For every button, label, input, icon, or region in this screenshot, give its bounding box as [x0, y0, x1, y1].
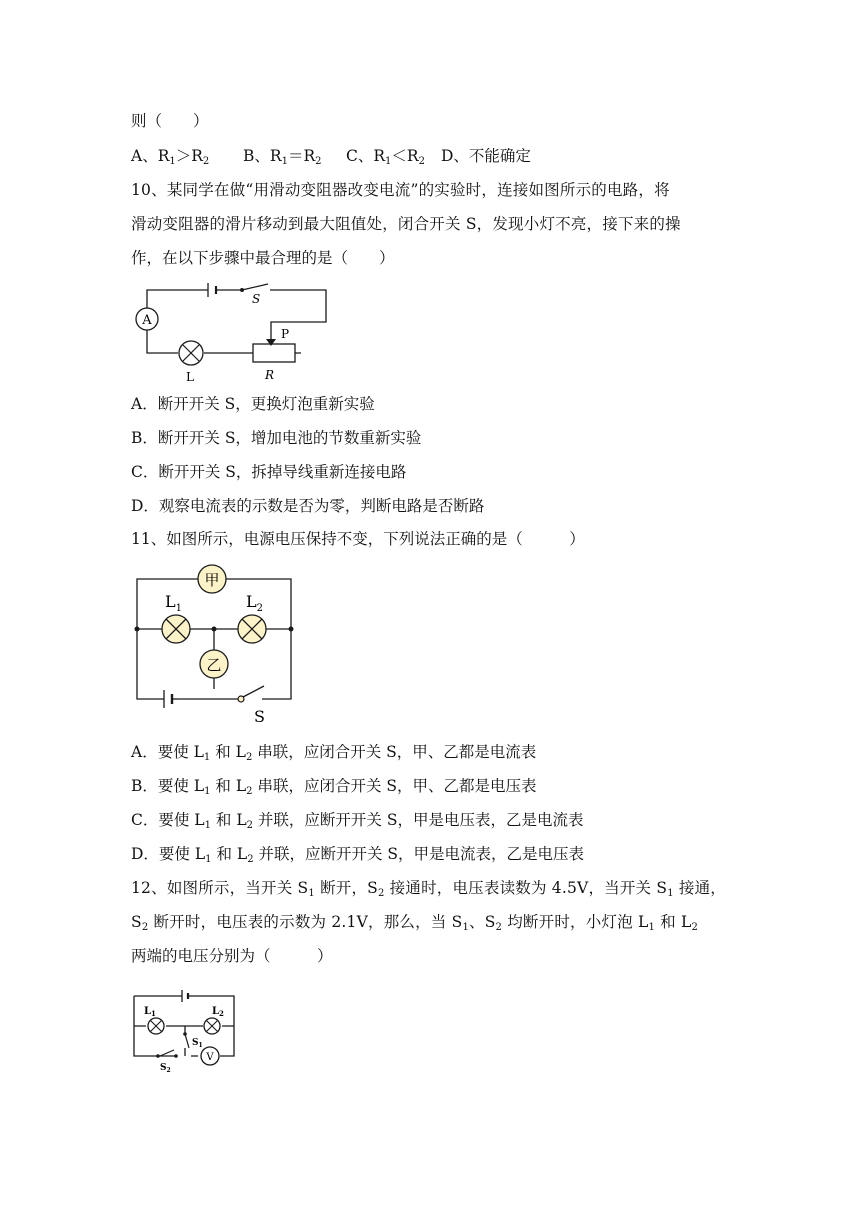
q10-option-b[interactable]: B．断开开关 S，增加电池的节数重新实验	[131, 429, 422, 447]
switch2-label: $S_2$	[160, 1063, 171, 1074]
voltmeter-label: V	[206, 1052, 214, 1063]
q12-circuit-diagram	[130, 986, 240, 1074]
q9-option-d[interactable]: D、不能确定	[441, 147, 531, 165]
junction-dot	[135, 627, 140, 632]
q11-option-a[interactable]: A．要使 $L_1$ 和 $L_2$ 串联，应闭合开关 S，甲、乙都是电流表	[131, 743, 537, 763]
q10-stem-line2: 滑动变阻器的滑片移动到最大阻值处，闭合开关 S，发现小灯不亮，接下来的操	[131, 215, 681, 233]
meter-yi-label: 乙	[206, 656, 222, 674]
q9-options	[131, 146, 531, 166]
lamp2-label: $L_2$	[212, 1006, 224, 1018]
switch2-pivot	[174, 1054, 178, 1058]
switch-blade	[242, 284, 268, 290]
q12-stem-line2: $S_2$ 断开时，电压表的示数为 2.1V，那么，当 $S_1$、$S_2$ 均断开时，小灯泡 $L_1$ 和 $L_2$	[131, 913, 699, 933]
junction-dot	[212, 627, 217, 632]
resistor-label: R	[265, 368, 275, 382]
switch2-contact	[156, 1054, 160, 1058]
q10-circuit-diagram	[130, 280, 340, 385]
q9-option-a[interactable]: A、$R_1>R_2$	[131, 147, 210, 167]
junction-dot	[289, 627, 294, 632]
switch-label: S	[252, 292, 261, 306]
switch1-blade	[185, 1034, 189, 1048]
lamp-label: L	[186, 370, 194, 384]
lamp1-icon	[148, 1018, 164, 1034]
switch-label: S	[254, 707, 265, 726]
q9-stem-tail: 则（ ）	[131, 112, 209, 130]
ammeter-label: A	[142, 313, 152, 328]
switch-blade	[243, 686, 264, 697]
q11-circuit-diagram	[130, 566, 300, 726]
switch2-blade	[160, 1050, 174, 1056]
q10-option-c[interactable]: C．断开开关 S，拆掉导线重新连接电路	[131, 463, 407, 481]
q10-stem-line3: 作，在以下步骤中最合理的是（ ）	[131, 249, 395, 267]
q12-stem-line3: 两端的电压分别为（ ）	[131, 947, 333, 965]
lamp2-icon	[204, 1018, 220, 1034]
q11-option-b[interactable]: B．要使 $L_1$ 和 $L_2$ 串联，应闭合开关 S，甲、乙都是电压表	[131, 777, 537, 797]
meter-jia-label: 甲	[204, 571, 220, 589]
q11-option-c[interactable]: C．要使 $L_1$ 和 $L_2$ 并联，应断开开关 S，甲是电压表，乙是电流表	[131, 811, 584, 831]
q11-option-d[interactable]: D．要使 $L_1$ 和 $L_2$ 并联，应断开开关 S，甲是电流表，乙是电压表	[131, 845, 585, 865]
q12-stem-line1: 12、如图所示，当开关 $S_1$ 断开，$S_2$ 接通时，电压表读数为 4.5V，当开关 $S_1$ 接通，	[131, 879, 726, 899]
q10-option-d[interactable]: D．观察电流表的示数是否为零，判断电路是否断路	[131, 497, 485, 515]
slider-arrow-icon	[266, 339, 276, 346]
slider-label: P	[281, 327, 290, 341]
q10-stem-line1: 10、某同学在做“用滑动变阻器改变电流”的实验时，连接如图所示的电路，将	[131, 181, 670, 199]
q10-option-a[interactable]: A．断开开关 S，更换灯泡重新实验	[131, 395, 375, 413]
q9-option-b[interactable]: B、$R_1=R_2$	[243, 147, 322, 167]
lamp1-label: $L_1$	[165, 592, 182, 614]
lamp2-label: $L_2$	[246, 592, 263, 614]
lamp1-label: $L_1$	[144, 1006, 156, 1018]
lamp2-icon	[238, 615, 266, 643]
rheostat-icon	[253, 344, 295, 362]
q9-option-c[interactable]: C、$R_1<R_2$	[346, 147, 425, 167]
switch1-label: $S_1$	[192, 1038, 203, 1049]
lamp-icon	[179, 341, 203, 365]
q11-stem: 11、如图所示，电源电压保持不变，下列说法正确的是（ ）	[131, 530, 585, 548]
lamp1-icon	[162, 615, 190, 643]
